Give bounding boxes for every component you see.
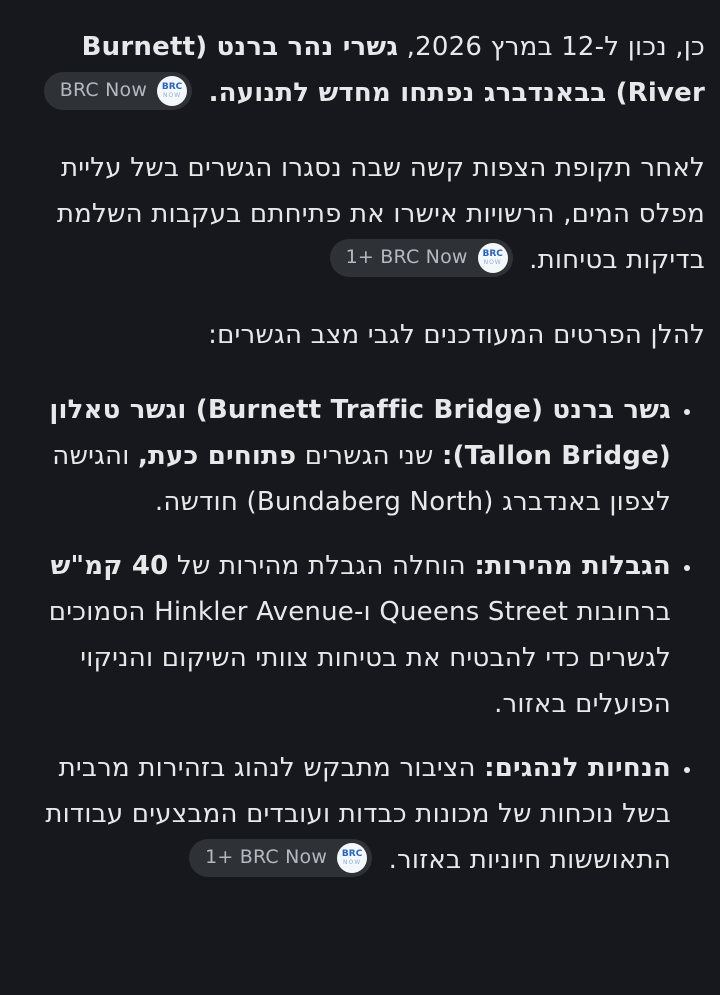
citation-chip-label: 1+ BRC Now (345, 246, 468, 268)
text-run: כן, נכון ל-12 במרץ 2026, (398, 32, 705, 62)
list-item (15, 745, 671, 883)
text-run: הציבור מתבקש לנהוג בזהירות מרבית בשל נוכחות של מכונות כבדות ועובדים המבצעים עבודות התאוששות חיוניות באזור. (45, 753, 671, 875)
paragraph (15, 312, 705, 358)
logo-brc-text: BRC (161, 82, 183, 92)
bold-text-run: גשרי נהר ברנט (Burnett River) בבאנדברג נפתחו מחדש לתנועה. (81, 32, 705, 108)
bold-text-run: 40 קמ"ש (50, 551, 169, 581)
logo-now-text: NOW (343, 859, 362, 866)
logo-brc-text: BRC (482, 249, 503, 259)
bold-text-run: פתוחים כעת, (137, 441, 297, 471)
brc-now-logo-icon (478, 243, 508, 273)
text-run: ברחובות Queens Street ו-Hinkler Avenue הסמוכים לגשרים כדי להבטיח את בטיחות צוותי השיקום והניקוי הפועלים באזור. (48, 597, 671, 719)
text-run: שני הגשרים (296, 441, 443, 471)
citation-chip-label: BRC Now (59, 79, 148, 101)
citation-chip-label: 1+ BRC Now (205, 846, 328, 868)
paragraph (15, 24, 705, 116)
logo-brc-text: BRC (341, 849, 363, 859)
citation-chip[interactable] (330, 239, 513, 277)
bold-text-run: הגבלות מהירות: (474, 551, 671, 581)
bold-text-run: גשר ברנט (Burnett Traffic Bridge) וגשר טאלון (Tallon Bridge): (49, 395, 671, 471)
logo-now-text: NOW (163, 92, 182, 99)
text-run: להלן הפרטים המעודכנים לגבי מצב הגשרים: (208, 320, 705, 350)
response-content (15, 24, 705, 883)
citation-chip[interactable] (44, 72, 192, 110)
text-run: לאחר תקופת הצפות קשה שבה נסגרו הגשרים בשל עליית מפלס המים, הרשויות אישרו את פתיחתם בעקבות השלמת בדיקות בטיחות. (56, 153, 705, 275)
bridge-status-list (15, 387, 705, 883)
list-item (15, 543, 671, 727)
logo-now-text: NOW (483, 259, 502, 266)
text-run: הוחלה הגבלת מהירות של (168, 551, 475, 581)
brc-now-logo-icon (337, 843, 367, 873)
citation-chip[interactable] (189, 839, 372, 877)
bold-text-run: הנחיות לנהגים: (484, 753, 671, 783)
paragraph (15, 145, 705, 283)
list-item (15, 387, 671, 525)
brc-now-logo-icon (157, 76, 187, 106)
text-run: והגישה לצפון באנדברג (Bundaberg North) חודשה. (52, 441, 671, 517)
